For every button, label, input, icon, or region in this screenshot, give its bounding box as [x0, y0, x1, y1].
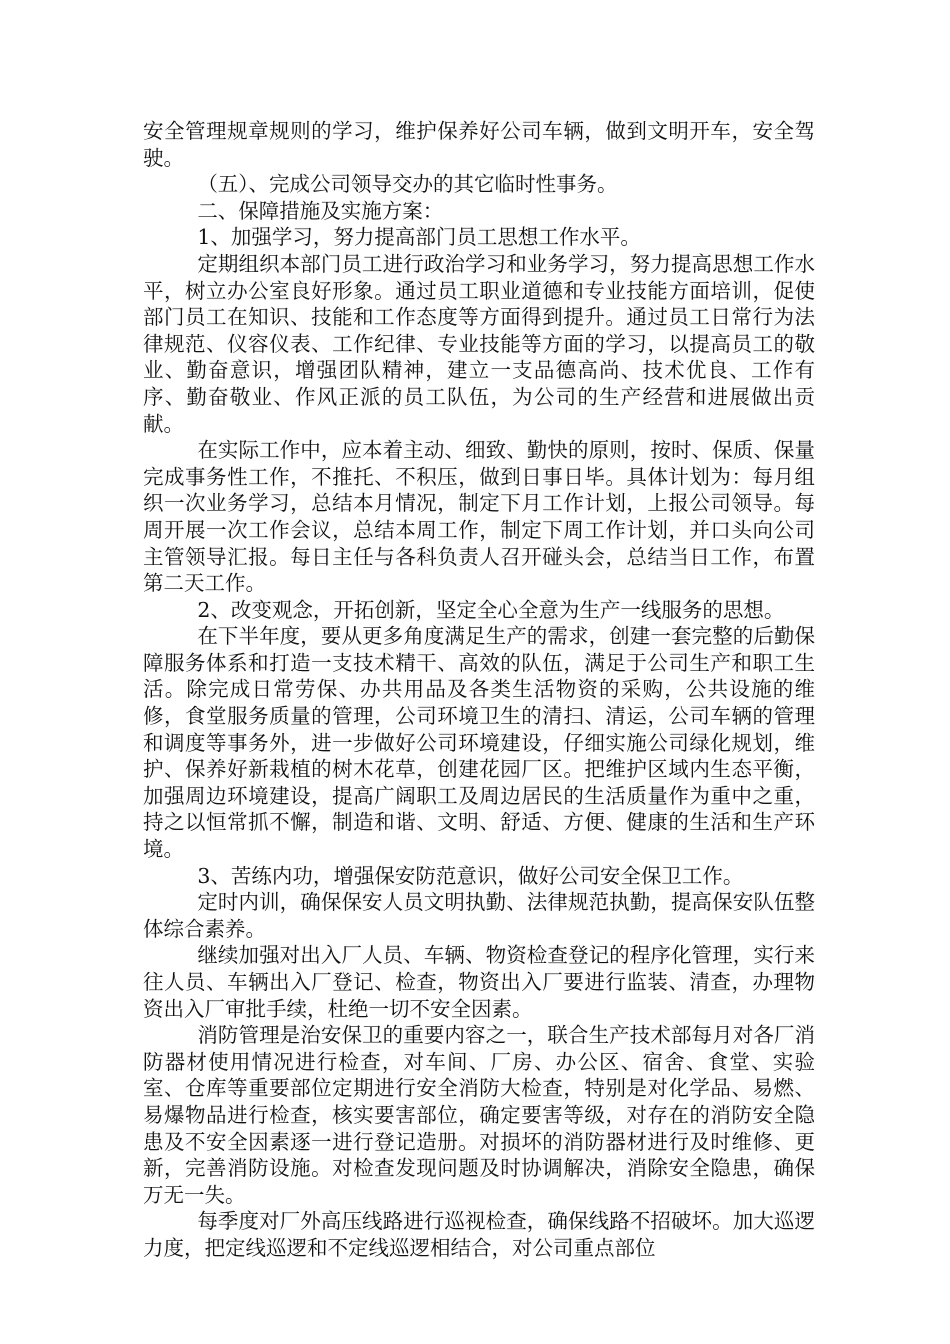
paragraph-training: 定时内训，确保保安人员文明执勤、法律规范执勤，提高保安队伍整体综合素养。	[143, 890, 815, 941]
subheading-2: 2、改变观念，开拓创新，坚定全心全意为生产一线服务的思想。	[197, 597, 785, 622]
paragraph-item-five: （五）、完成公司领导交办的其它临时性事务。	[197, 172, 618, 197]
paragraph-study: 定期组织本部门员工进行政治学习和业务学习，努力提高思想工作水平，树立办公室良好形象。通过员工职业道德和专业技能方面培训，促使部门员工在知识、技能和工作态度等方面得到提升。通过员工日常行为法律规范、仪容仪表、工作纪律、专业技能等方面的学习，以提高员工的敬业、勤奋意识，增强团队精神，建立一支品德高尚、技术优良、工作有序、勤奋敬业、作风正派的员工队伍，为公司的生产经营和进展做出贡献。	[143, 251, 815, 436]
subheading-3: 3、苦练内功，增强保安防范意识，做好公司安全保卫工作。	[197, 863, 744, 888]
paragraph-logistics: 在下半年度，要从更多角度满足生产的需求，创建一套完整的后勤保障服务体系和打造一支技术精干、高效的队伍，满足于公司生产和职工生活。除完成日常劳保、办共用品及各类生活物资的采购，公共设施的维修，食堂服务质量的管理，公司环境卫生的清扫、清运，公司车辆的管理和调度等事务外，进一步做好公司环境建设，仔细实施公司绿化规划，维护、保养好新栽植的树木花草，创建花园厂区。把维护区域内生态平衡，加强周边环境建设，提高广阔职工及周边居民的生活质量作为重中之重，持之以恒常抓不懈，制造和谐、文明、舒适、方便、健康的生活和生产环境。	[143, 624, 815, 862]
paragraph-fire-safety: 消防管理是治安保卫的重要内容之一，联合生产技术部每月对各厂消防器材使用情况进行检查，对车间、厂房、办公区、宿舍、食堂、实验室、仓库等重要部位定期进行安全消防大检查，特别是对化学品、易燃、易爆物品进行检查，核实要害部位，确定要害等级，对存在的消防安全隐患及不安全因素逐一进行登记造册。对损坏的消防器材进行及时维修、更新，完善消防设施。对检查发现问题及时协调解决，消除安全隐患，确保万无一失。	[143, 1023, 815, 1207]
subheading-1: 1、加强学习，努力提高部门员工思想工作水平。	[197, 225, 641, 250]
paragraph-work-plan: 在实际工作中，应本着主动、细致、勤快的原则，按时、保质、保量完成事务性工作，不推托、不积压，做到日事日毕。具体计划为：每月组织一次业务学习，总结本月情况，制定下月工作计划，上报公司领导。每周开展一次工作会议，总结本周工作，制定下周工作计划，并口头向公司主管领导汇报。每日主任与各科负责人召开碰头会，总结当日工作，布置第二天工作。	[143, 438, 815, 596]
document-body	[143, 118, 815, 1262]
paragraph-continuation: 安全管理规章规则的学习，维护保养好公司车辆，做到文明开车，安全驾驶。	[143, 119, 815, 170]
paragraph-access-control: 继续加强对出入厂人员、车辆、物资检查登记的程序化管理，实行来往人员、车辆出入厂登记、检查，物资出入厂要进行监装、清查，办理物资出入厂审批手续，杜绝一切不安全因素。	[143, 943, 815, 1021]
section-heading-two: 二、保障措施及实施方案：	[197, 198, 444, 223]
paragraph-patrol: 每季度对厂外高压线路进行巡视检查，确保线路不招破坏。加大巡逻力度，把定线巡逻和不定线巡逻相结合，对公司重点部位	[143, 1209, 815, 1260]
